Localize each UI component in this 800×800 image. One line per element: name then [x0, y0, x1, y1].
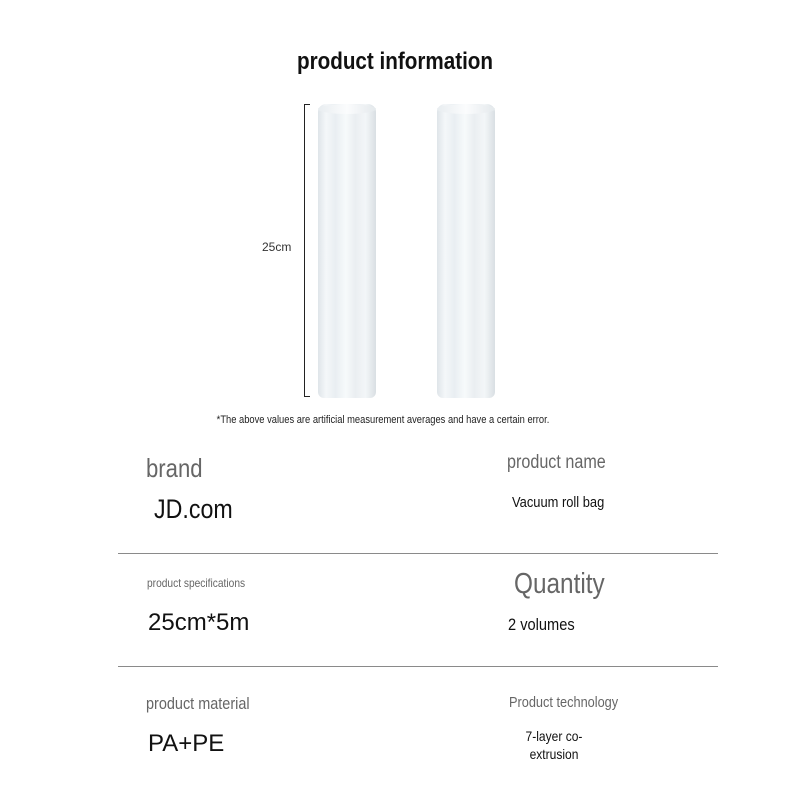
brand-value: JD.com [154, 494, 233, 524]
product-name-value: Vacuum roll bag [512, 494, 605, 511]
technology-label: Product technology [509, 694, 619, 711]
height-dimension-line [304, 104, 305, 397]
roll-image-right [437, 104, 495, 398]
dimension-top-tick [304, 104, 310, 105]
height-label: 25cm [262, 240, 292, 254]
specifications-value: 25cm*5m [148, 609, 250, 636]
measurement-note: *The above values are artificial measurement averages and have a certain error. [216, 414, 550, 426]
technology-value-line2: extrusion [529, 746, 579, 762]
brand-label: brand [146, 453, 203, 483]
dimension-bottom-tick [304, 396, 310, 397]
divider-1 [118, 553, 718, 554]
technology-value-line1: 7-layer co- [525, 728, 583, 744]
material-value: PA+PE [148, 730, 225, 757]
page-title: product information [296, 48, 494, 75]
product-name-label: product name [507, 452, 606, 473]
specifications-label: product specifications [147, 576, 246, 590]
roll-image-left [318, 104, 376, 398]
material-label: product material [146, 694, 250, 713]
divider-2 [118, 666, 718, 667]
quantity-label: Quantity [514, 568, 605, 600]
quantity-value: 2 volumes [508, 615, 575, 634]
